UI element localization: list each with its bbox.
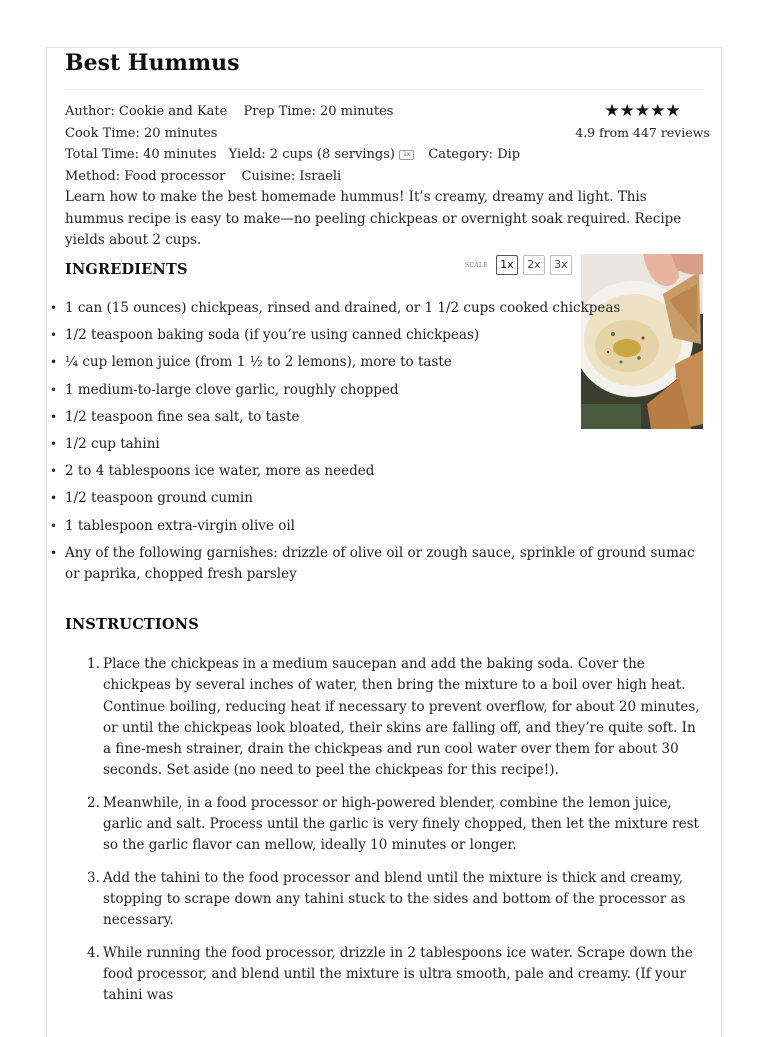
instruction-step bbox=[87, 868, 701, 932]
ingredient-item: • 1/2 teaspoon fine sea salt, to taste bbox=[65, 407, 695, 429]
step-number: 4. bbox=[87, 944, 100, 961]
meta-category: Category: Dip bbox=[428, 147, 521, 162]
step-text: While running the food processor, drizzle in 2 tablespoons ice water. Scrape down the food processor, and blend until the mixture is ultra smooth, pale and creamy. (If your tahini was bbox=[103, 944, 693, 1004]
ingredient-item: • 2 to 4 tablespoons ice water, more as needed bbox=[65, 461, 695, 483]
meta-row-1 bbox=[65, 101, 565, 144]
meta-cook-time: Cook Time: 20 minutes bbox=[65, 125, 218, 141]
scale-control bbox=[465, 255, 572, 275]
step-number: 1. bbox=[87, 656, 100, 672]
instruction-step bbox=[87, 793, 701, 857]
ingredient-item: • 1 tablespoon extra-virgin olive oil bbox=[65, 516, 695, 538]
ingredient-item: • 1/2 cup tahini bbox=[65, 434, 695, 456]
ingredient-item: • ¼ cup lemon juice (from 1 ½ to 2 lemons), more to taste bbox=[65, 352, 695, 374]
meta-cuisine: Cuisine: Israeli bbox=[241, 168, 342, 184]
meta-prep-time: Prep Time: 20 minutes bbox=[243, 104, 394, 119]
meta-row-2 bbox=[65, 144, 565, 166]
title-divider bbox=[65, 89, 703, 90]
recipe-rating[interactable] bbox=[575, 101, 710, 143]
ingredient-item: • 1 medium-to-large clove garlic, roughly chopped bbox=[65, 380, 695, 402]
step-text: Place the chickpeas in a medium saucepan and add the baking soda. Cover the chickpeas by several inches of water, then bring the mixture to a boil over high heat. Continue boiling, reducing heat if necessary to prevent overflow, for about 20 minutes, or until the chickpeas look bloated, their skins are falling off, and they’re quite soft. In a fine-mesh strainer, drain the chickpeas and run cool water over them for about 30 seconds. Set aside (no need to peel the chickpeas for this recipe!). bbox=[103, 656, 700, 779]
recipe-summary: Learn how to make the best homemade hummus! It’s creamy, dreamy and light. This hummus recipe is easy to make—no peeling chickpeas or overnight soak required. Recipe yields about 2 cups. bbox=[65, 189, 682, 248]
scale-1x-button[interactable]: 1x bbox=[496, 255, 518, 275]
instructions-heading: INSTRUCTIONS bbox=[65, 616, 199, 633]
meta-row-3 bbox=[65, 166, 565, 188]
ingredient-item: • 1 can (15 ounces) chickpeas, rinsed and drained, or 1 1/2 cups cooked chickpeas bbox=[65, 298, 695, 320]
servings-scale-button[interactable]: 1x bbox=[399, 150, 414, 160]
step-number: 2. bbox=[87, 794, 100, 811]
ingredient-item: • Any of the following garnishes: drizzle of olive oil or zough sauce, sprinkle of ground sumac or paprika, chopped fresh parsley bbox=[65, 543, 695, 586]
recipe-title: Best Hummus bbox=[65, 50, 240, 76]
step-text: Meanwhile, in a food processor or high-powered blender, combine the lemon juice, garlic and salt. Process until the garlic is very finely chopped, then let the mixture rest so the garlic flavor can mellow, ideally 10 minutes or longer. bbox=[103, 794, 699, 854]
recipe-meta bbox=[65, 101, 565, 187]
instruction-step bbox=[87, 654, 701, 782]
ingredients-heading: INGREDIENTS bbox=[65, 261, 188, 278]
meta-method: Method: Food processor bbox=[65, 168, 226, 184]
instruction-step bbox=[87, 943, 701, 1007]
ingredient-item: • 1/2 teaspoon ground cumin bbox=[65, 488, 695, 510]
ingredients-list bbox=[65, 298, 695, 591]
step-number: 3. bbox=[87, 869, 100, 886]
rating-stars-icon[interactable]: ★★★★★ bbox=[604, 101, 681, 121]
meta-total-time: Total Time: 40 minutes bbox=[65, 147, 217, 162]
scale-3x-button[interactable]: 3x bbox=[550, 255, 572, 275]
scale-2x-button[interactable]: 2x bbox=[523, 255, 545, 275]
instructions-list bbox=[87, 654, 701, 1017]
meta-yield: Yield: 2 cups (8 servings) bbox=[228, 147, 395, 162]
step-text: Add the tahini to the food processor and blend until the mixture is thick and creamy, stopping to scrape down any tahini stuck to the sides and bottom of the processor as necessary. bbox=[103, 869, 686, 929]
scale-label: SCALE bbox=[465, 261, 488, 269]
meta-author: Author: Cookie and Kate bbox=[65, 104, 228, 119]
rating-text: 4.9 from 447 reviews bbox=[575, 125, 710, 140]
ingredient-item: • 1/2 teaspoon baking soda (if you’re using canned chickpeas) bbox=[65, 325, 695, 347]
